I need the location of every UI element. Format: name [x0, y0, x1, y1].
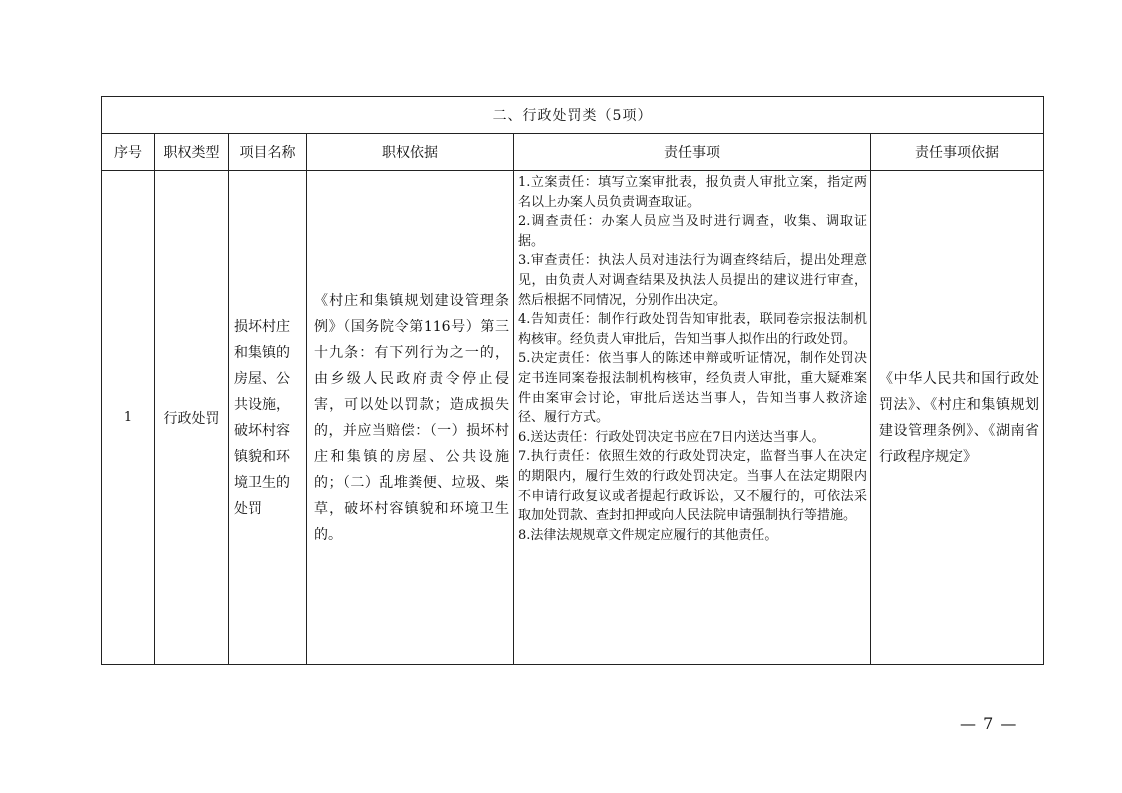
duty-item: 1.立案责任：填写立案审批表，报负责人审批立案，指定两名以上办案人员负责调查取证。 [518, 175, 867, 210]
duty-item: 3.审查责任：执法人员对违法行为调查终结后，提出处理意见，由负责人对调查结果及执法人员提出的建议进行审查，然后根据不同情况，分别作出决定。 [518, 253, 867, 308]
row-basis: 《村庄和集镇规划建设管理条例》（国务院令第116号）第三十九条：有下列行为之一的，由乡级人民政府责令停止侵害，可以处以罚款；造成损失的，并应当赔偿：（一）损坏村庄和集镇的房屋、公共设施的；（二）乱堆粪便、垃圾、柴草，破坏村容镇貌和环境卫生的。 [307, 171, 514, 665]
duties-table [101, 96, 1044, 665]
duty-item: 6.送达责任：行政处罚决定书应在7日内送达当事人。 [518, 429, 825, 445]
header-duties: 责任事项 [514, 134, 871, 171]
page-number: — 7 — [960, 714, 1018, 733]
table-row [102, 171, 1044, 665]
duty-item: 8.法律法规规章文件规定应履行的其他责任。 [518, 527, 778, 543]
row-type: 行政处罚 [155, 171, 229, 665]
header-basis: 职权依据 [307, 134, 514, 171]
row-no: 1 [102, 171, 155, 665]
duty-item: 5.决定责任：依当事人的陈述申辩或听证情况，制作处罚决定书连同案卷报法制机构核审，经负责人审批，重大疑难案件由案审会讨论，审批后送达当事人，告知当事人救济途径、履行方式。 [518, 351, 867, 426]
header-row [102, 134, 1044, 171]
duty-item: 4.告知责任：制作行政处罚告知审批表，联同卷宗报法制机构核审。经负责人审批后，告知当事人拟作出的行政处罚。 [518, 312, 867, 347]
duty-item: 2.调查责任：办案人员应当及时进行调查，收集、调取证据。 [518, 214, 867, 249]
row-ref: 《中华人民共和国行政处罚法》、《村庄和集镇规划建设管理条例》、《湖南省行政程序规定》 [871, 171, 1044, 665]
header-no: 序号 [102, 134, 155, 171]
row-duties [514, 171, 871, 665]
header-type: 职权类型 [155, 134, 229, 171]
duty-item: 7.执行责任：依照生效的行政处罚决定，监督当事人在决定的期限内，履行生效的行政处罚决定。当事人在法定期限内不申请行政复议或者提起行政诉讼，又不履行的，可依法采取加处罚款、查封扣押或向人民法院申请强制执行等措施。 [518, 449, 867, 524]
header-name: 项目名称 [229, 134, 307, 171]
row-name: 损坏村庄和集镇的房屋、公共设施，破坏村容镇貌和环境卫生的处罚 [229, 171, 307, 665]
section-title: 二、行政处罚类（5项） [102, 97, 1044, 134]
header-ref: 责任事项依据 [871, 134, 1044, 171]
